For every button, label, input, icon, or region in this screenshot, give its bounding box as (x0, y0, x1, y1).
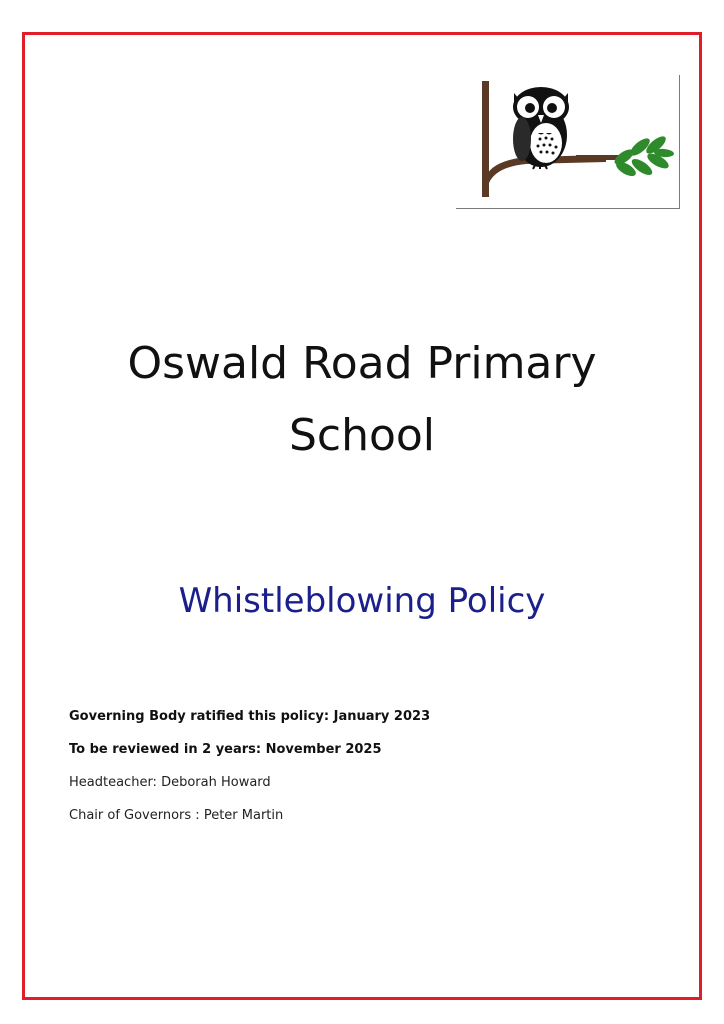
policy-title: Whistleblowing Policy (178, 581, 546, 621)
school-name-line1: Oswald Road Primary (127, 338, 597, 389)
policy-details (69, 703, 629, 835)
owl-on-branch-icon (456, 75, 680, 209)
headteacher-name: Headteacher: Deborah Howard (69, 775, 271, 790)
review-date: To be reviewed in 2 years: November 2025 (69, 742, 382, 757)
chair-of-governors: Chair of Governors : Peter Martin (69, 808, 284, 823)
school-name-line2: School (288, 410, 436, 461)
ratified-date: Governing Body ratified this policy: January 2023 (69, 709, 431, 724)
school-name (40, 328, 684, 472)
school-logo (456, 75, 680, 209)
